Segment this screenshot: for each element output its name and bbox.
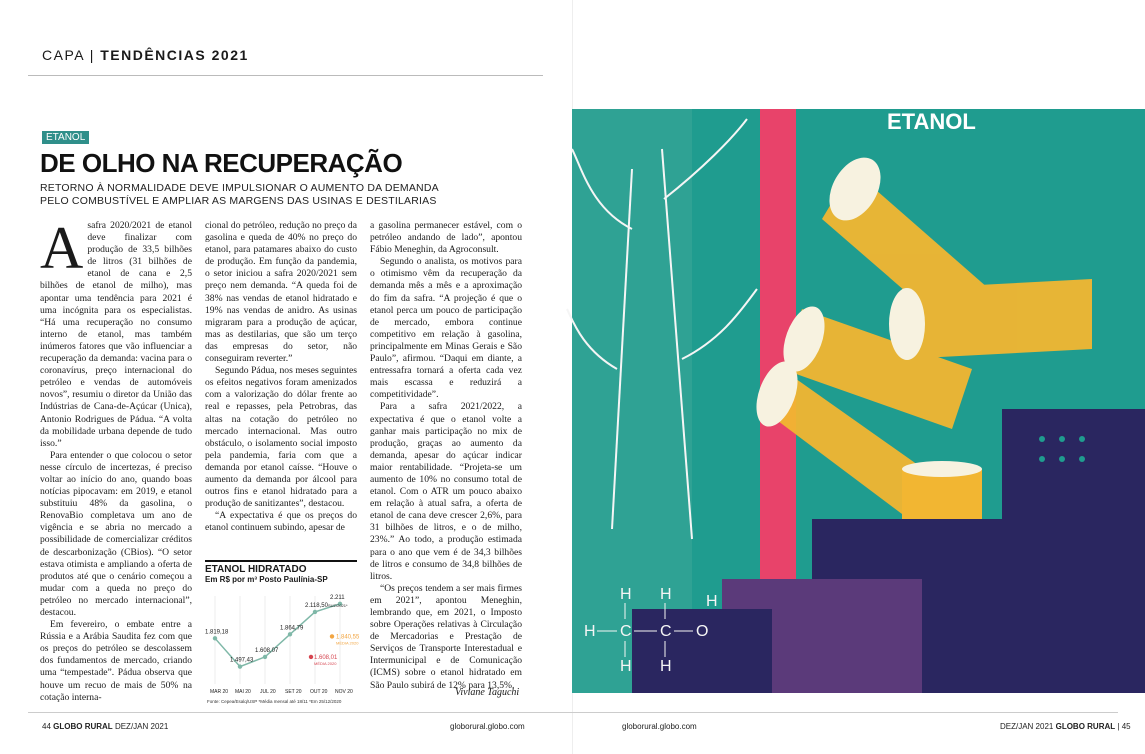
svg-text:H: H — [584, 623, 596, 640]
byline: Viviane Taguchi — [455, 687, 520, 698]
chart-annotation-point — [330, 634, 334, 638]
illustration-banner-text: ETANOL — [887, 109, 976, 134]
svg-text:H: H — [660, 658, 672, 675]
chart-point — [263, 655, 267, 659]
chart-subtitle: Em R$ por m³ Posto Paulínia-SP — [205, 575, 328, 584]
section-name: TENDÊNCIAS 2021 — [100, 47, 249, 63]
footer-rule — [28, 712, 1118, 713]
chart-canvas — [205, 584, 360, 709]
paragraph: Para a safra 2021/2022, a expectativa é que o etanol volte a ganhar mais participação no mix de produção, graças ao aumento da demanda, apesar do açúcar indicar maior rentabilidade. “Projeta-se um aumento de 10% no consumo total de etanol. Com o ATR um pouco abaixo em relação à atual safra, a oferta de etanol de cana deve crescer 2,6%, para 31 bilhões de litros, e o de milho, 23%.” Ao todo, a produção estimada para o ano que vem é de 34,3 bilhões de litros e consumo de 34,8 bilhões de litros. — [370, 401, 522, 582]
section-prefix: CAPA — [42, 47, 85, 63]
chart-data-label: 1.608,07 — [255, 647, 279, 654]
chart-tick-label: JUL 20 — [260, 689, 276, 695]
chart-data-label: 1.819,18 — [205, 629, 229, 636]
chart-data-label: 1.864,79 — [280, 625, 304, 632]
footer-left: 44 GLOBO RURAL DEZ/JAN 2021 — [42, 722, 169, 731]
chart-annotation-note: MÉDIA 2020 — [314, 660, 337, 666]
svg-text:H: H — [620, 658, 632, 675]
chart-tick-label: SET 20 — [285, 689, 302, 695]
paragraph: “A expectativa é que os preços do etanol continuem subindo, apesar de — [205, 510, 357, 534]
svg-text:H: H — [660, 586, 672, 603]
paragraph: Segundo Pádua, nos meses seguintes os efeitos negativos foram amenizados com a valorização do dólar frente ao real e repasses, pela Petrobras, das altas na cotação do petróleo no mercado internacional. Mas outro obstáculo, o isolamento social imposto pela pandemia, faria com que a demanda por etanol caísse. “Houve o aumento da demanda por álcool para outros fins e etanol hidratado para a produção de sanitizantes”, destacou. — [205, 365, 357, 510]
price-chart — [205, 560, 360, 710]
paragraph: Segundo o analista, os motivos para o otimismo vêm da recuperação da demanda mês a mês e a aproximação do fim da safra. “A projeção é que o etanol perca um pouco de participação de mercado, embora continue competitivo em relação à gasolina, principalmente em Minas Gerais e São Paulo”, afirmou. “Daqui em diante, a entressafra tornará a oferta cada vez mais escassa e reduzirá a competitividade”. — [370, 256, 522, 401]
chart-tick-label: OUT 20 — [310, 689, 328, 695]
article-column-2 — [205, 220, 357, 534]
footer-right-url: globorural.globo.com — [622, 722, 697, 731]
article-deck: RETORNO À NORMALIDADE DEVE IMPULSIONAR O AUMENTO DA DEMANDA PELO COMBUSTÍVEL E AMPLIAR AS MARGENS DAS USINAS E DESTILARIAS — [40, 182, 439, 207]
drop-cap: A — [40, 215, 84, 281]
svg-text:H: H — [706, 593, 718, 610]
chart-data-label: 2.211 — [330, 594, 345, 601]
header-rule — [28, 75, 543, 76]
svg-text:C: C — [620, 623, 632, 640]
footer-right: DEZ/JAN 2021 GLOBO RURAL | 45 — [1000, 722, 1131, 731]
section-separator: | — [89, 47, 95, 63]
chart-data-label: 1.497,43 — [230, 657, 254, 664]
chart-title: ETANOL HIDRATADO — [205, 560, 357, 575]
chart-point — [313, 610, 317, 614]
ethanol-illustration — [572, 109, 1145, 693]
chart-source: Fonte: Cepea/Esalq/USP *Média mensal até 18/11 *Em 25/12/2020 — [207, 699, 342, 704]
article-column-1 — [40, 215, 192, 704]
section-header — [42, 47, 249, 63]
svg-text:H: H — [620, 586, 632, 603]
paragraph: Asafra 2020/2021 de etanol deve finalizar com produção de 33,5 bilhões de litros (31 bilhões de etanol de cana e 2,5 bilhões de etanol de milho), mas apontar uma tendência para 2021 é uma incógnita para os especialistas. “Há uma recuperação no consumo interno de etanol, mas também inúmeros fatores que vão influenciar a recuperação da demanda: vacina para o coronavírus, preço internacional do petróleo e vendas de automóveis novos”, resumiu o diretor da União das Indústrias de Cana-de-Açúcar (Unica), Antonio Rodrigues de Pádua. “A volta da mobilidade urbana depende de tudo isso.” — [40, 215, 192, 449]
svg-text:O: O — [696, 623, 709, 640]
article-column-3 — [370, 220, 522, 692]
chart-point — [213, 636, 217, 640]
chart-tick-label: MAR 20 — [210, 689, 229, 695]
chart-tick-label: NOV 20 — [335, 689, 353, 695]
paragraph: Em fevereiro, o embate entre a Rússia e a Arábia Saudita fez com que os preços do petróleo se descolassem dos fundamentos de mercado, criando uma “tempestade”. Pádua observa que houve um recuo de mais de 50% na cotação interna- — [40, 619, 192, 703]
chart-annotation-point — [309, 655, 313, 659]
chart-annotation-label: 1.840,55 — [336, 634, 360, 641]
category-tag: ETANOL — [42, 131, 89, 144]
svg-text:C: C — [660, 623, 672, 640]
chart-data-label: 2.118,50 — [305, 602, 328, 609]
chart-annotation-note: MÉDIA 2020 — [336, 640, 359, 646]
chart-tick-label: MAI 20 — [235, 689, 251, 695]
footer-left-url: globorural.globo.com — [450, 722, 525, 731]
paragraph: “Os preços tendem a ser mais firmes em 2021”, apontou Meneghin, lembrando que, em 2021, o Imposto sobre Operações relativas à Circulação de Mercadorias e Prestação de Serviços de Transporte Interestadual e Intermunicipal e de Comunicação (ICMS) sobre o etanol hidratado em São Paulo subirá de 12% para 13,5%. — [370, 582, 522, 691]
paragraph: Para entender o que colocou o setor nesse círculo de incertezas, é preciso voltar ao início do ano, quando boas notícias pipocavam: em 2019, e etanol substituiu 48% da gasolina, o RenovaBio completava um ano de vigência e se abria no mercado a possibilidade de comercializar créditos de descarbonização (CBios). “O setor estava otimista e ampliando a oferta de produtos até que o cenário começou a mudar com a queda no preço do petróleo no mercado internacional”, destacou. — [40, 449, 192, 618]
chart-point — [238, 664, 242, 668]
paragraph: cional do petróleo, redução no preço da gasolina e queda de 40% no preço do etanol, para patamares abaixo do custo de produção. Em função da pandemia, o setor iniciou a safra 2020/2021 sem preço nem demanda. “A queda foi de 38% nas vendas de etanol hidratado e 19% nas vendas de anidro. As usinas migraram para a produção de açúcar, mas as destilarias, que são um terço das empresas do setor, não conseguiram reverter.” — [205, 220, 357, 365]
paragraph: a gasolina permanecer estável, com o petróleo andando de lado”, apontou Fábio Meneghin, da Agroconsult. — [370, 220, 522, 256]
chart-annotation-label: 1.608,01 — [314, 654, 338, 661]
chart-top-note: SUZ/2021* — [328, 602, 348, 608]
article-headline: DE OLHO NA RECUPERAÇÃO — [40, 148, 403, 178]
chart-point — [288, 632, 292, 636]
